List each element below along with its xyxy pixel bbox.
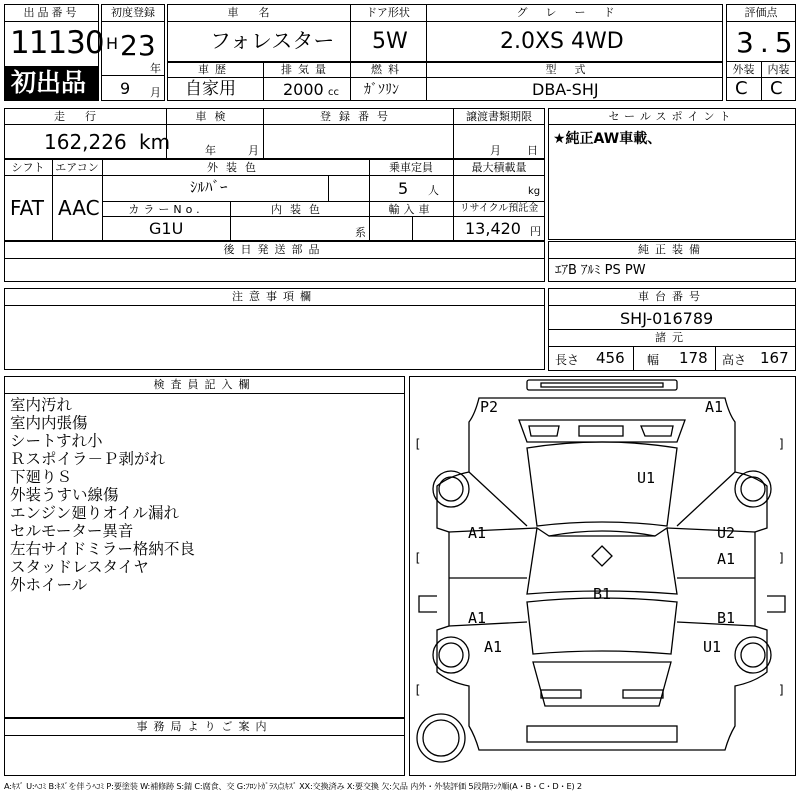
mark-a1-left-front: A1 <box>484 638 503 656</box>
max-load-unit: kg <box>528 186 541 197</box>
bracket-3: [ <box>414 551 422 565</box>
sales-point-box <box>548 108 796 240</box>
mark-u2-right: U2 <box>717 524 736 542</box>
inspector-note-line: セルモーター異音 <box>10 522 134 540</box>
inspector-note-line: シートすれ小 <box>10 432 103 450</box>
genuine-value: ｴｱB ｱﾙﾐ PS PW <box>555 263 646 278</box>
inspector-note-line: スタッドレスタイヤ <box>10 558 149 576</box>
recycle-label: リサイクル預託金 <box>459 203 539 214</box>
bracket-1: [ <box>414 437 422 451</box>
capacity-label: 乗車定員 <box>389 161 433 174</box>
inspector-note-line: 室内内張傷 <box>10 414 88 432</box>
inspector-note-line: Ｒスポイラ－Ｐ剥がれ <box>10 450 166 468</box>
score-label: 評価点 <box>744 6 778 19</box>
sales-point-label: セールスポイント <box>608 110 736 123</box>
door-label: ドア形状 <box>366 6 410 19</box>
import-label: 輸入車 <box>388 203 434 216</box>
inspector-notes <box>10 396 195 594</box>
color-no-value: G1U <box>149 219 184 238</box>
transfer-day-unit: 日 <box>527 144 538 157</box>
first-reg-year-unit: 年 <box>150 62 161 75</box>
height-value: 167 <box>760 349 789 367</box>
displacement-label: 排気量 <box>281 63 332 76</box>
grade-label: グレード <box>516 6 633 19</box>
ac-label: エアコン <box>55 161 99 174</box>
mark-u1-right-front: U1 <box>703 638 722 656</box>
notes-label: 注意事項欄 <box>232 290 317 303</box>
int-score-label: 内装 <box>767 63 790 76</box>
mark-a1-left-upper: A1 <box>468 524 487 542</box>
mark-b1-right-lower: B1 <box>717 609 736 627</box>
car-name-label: 車名 <box>227 6 290 19</box>
recycle-unit: 円 <box>530 225 541 238</box>
capacity-unit: 人 <box>428 184 439 197</box>
reg-no-label: 登録番号 <box>320 110 396 123</box>
lot-number: 11130 <box>10 25 104 61</box>
chassis-label: 車台番号 <box>638 290 706 303</box>
int-score-value: C <box>770 78 783 99</box>
bracket-5: [ <box>414 683 422 697</box>
mark-u1-roof: U1 <box>637 469 656 487</box>
displacement-unit: cc <box>328 87 339 98</box>
model-value: DBA-SHJ <box>532 80 599 99</box>
inspector-note-line: 下廻りＳ <box>10 468 73 486</box>
first-reg-month: 9 <box>120 79 131 98</box>
inspection-year-unit: 年 <box>205 144 216 157</box>
legend-text: A:ｷｽﾞ U:ﾍｺﾐ B:ｷｽﾞを伴うﾍｺﾐ P:要塗装 W:補修跡 S:錆 C:腐食、交 G:ﾌﾛﾝﾄｶﾞﾗｽ点ｷｽﾞ XX:交換済み X:要交換 欠:欠品 内外・外装評価 5段階ﾗﾝｸ順(A・B・C・D・E) 2 <box>4 781 582 791</box>
bracket-4: ] <box>778 551 786 565</box>
inspector-note-line: 外ホイール <box>10 576 88 594</box>
capacity-value: 5 <box>398 179 409 198</box>
chassis-value: SHJ-016789 <box>620 309 714 328</box>
color-no-label: カラーNo. <box>128 203 204 216</box>
mark-p2: P2 <box>480 398 499 416</box>
genuine-label: 純正装備 <box>638 243 706 256</box>
displacement-value: 2000 <box>283 80 324 99</box>
car-diagram <box>409 376 796 776</box>
max-load-label: 最大積載量 <box>471 161 527 174</box>
score-value: 3.5 <box>736 26 799 59</box>
car-name-value: フォレスター <box>210 29 335 53</box>
lot-label: 出品番号 <box>23 6 80 19</box>
mileage-value: 162,226 <box>44 130 127 154</box>
mark-b1-center: B1 <box>593 585 612 603</box>
bracket-2: ] <box>778 437 786 451</box>
history-label: 車歴 <box>198 63 232 76</box>
mark-a1-rear-right: A1 <box>705 398 724 416</box>
mileage-unit: km <box>139 130 171 154</box>
inspector-note-line: 左右サイドミラー格納不良 <box>10 540 195 558</box>
ac-value: AAC <box>58 196 100 220</box>
door-value: 5W <box>372 29 408 54</box>
grade-value: 2.0XS 4WD <box>500 29 624 54</box>
ext-color-value: ｼﾙﾊﾞｰ <box>190 178 228 196</box>
int-color-label: 内装色 <box>271 203 328 216</box>
length-label: 長さ <box>555 353 580 367</box>
mark-a1-left-lower: A1 <box>468 609 487 627</box>
transfer-month-unit: 月 <box>490 144 501 157</box>
bracket-6: ] <box>778 683 786 697</box>
mark-a1-right-upper: A1 <box>717 550 736 568</box>
first-reg-month-unit: 月 <box>150 86 161 99</box>
sales-point-value: ★純正AW車載、 <box>553 131 662 147</box>
width-label: 幅 <box>647 353 660 367</box>
mileage-label: 走行 <box>54 110 116 123</box>
shift-value: FAT <box>10 196 45 220</box>
first-reg-label: 初度登録 <box>111 6 155 19</box>
recycle-value: 13,420 <box>465 219 521 238</box>
shift-label: シフト <box>11 161 45 174</box>
history-value: 自家用 <box>185 79 236 99</box>
inspector-note-line: 外装うすい線傷 <box>10 486 119 504</box>
model-label: 型式 <box>545 63 604 76</box>
ext-score-label: 外装 <box>732 63 755 76</box>
later-parts-label: 後日発送部品 <box>223 243 326 256</box>
fuel-value: ｶﾞｿﾘﾝ <box>364 82 399 98</box>
transfer-label: 譲渡書類期限 <box>466 110 532 123</box>
ext-color-label: 外装色 <box>207 161 264 174</box>
fuel-label: 燃料 <box>371 63 405 76</box>
inspection-label: 車検 <box>195 110 234 123</box>
first-reg-era: H <box>106 34 119 53</box>
first-reg-year: 23 <box>120 29 156 62</box>
int-color-suffix: 系 <box>355 226 366 239</box>
ext-score-value: C <box>735 78 748 99</box>
width-value: 178 <box>679 349 708 367</box>
office-label: 事務局よりご案内 <box>136 720 273 733</box>
inspection-month-unit: 月 <box>248 144 259 157</box>
specs-label: 諸元 <box>655 331 689 344</box>
inspector-note-line: エンジン廻りオイル漏れ <box>10 504 179 522</box>
height-label: 高さ <box>722 353 747 367</box>
length-value: 456 <box>596 349 625 367</box>
first-listing-text: 初出品 <box>11 68 87 97</box>
inspector-label: 検査員記入欄 <box>153 378 256 391</box>
inspector-note-line: 室内汚れ <box>10 396 73 414</box>
